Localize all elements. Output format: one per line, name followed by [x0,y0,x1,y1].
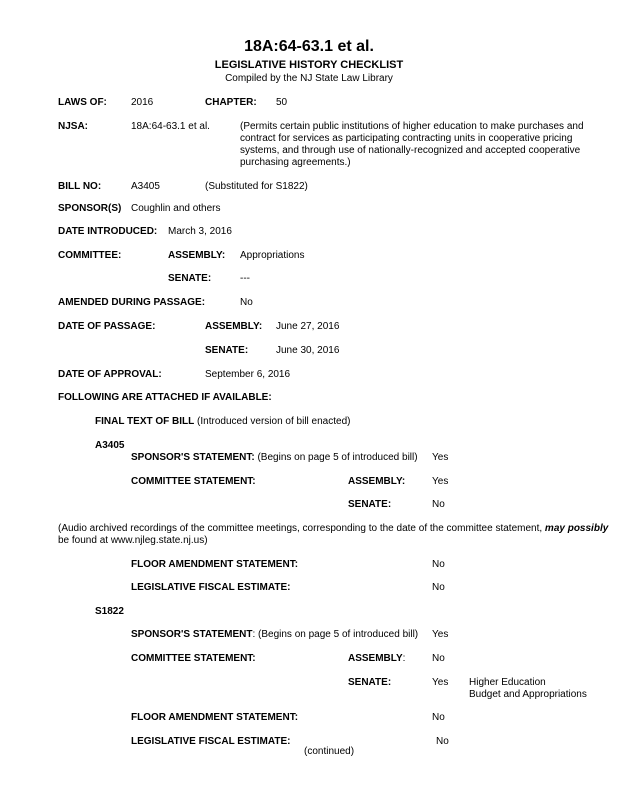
chapter-label: CHAPTER: [205,97,257,108]
page-subtitle: LEGISLATIVE HISTORY CHECKLIST [214,59,404,71]
a3405-fiscal-estimate-value: No [432,582,445,593]
passage-assembly-label: ASSEMBLY: [205,321,263,332]
passage-senate-value: June 30, 2016 [276,345,340,356]
audio-note-emphasis: may possibly [544,523,609,534]
njsa-label: NJSA: [58,121,89,132]
s1822-senate-committee-2: Budget and Appropriations [469,689,587,700]
a3405-sponsor-statement-row [131,452,418,464]
committee-senate-value: --- [240,273,250,284]
date-of-approval-label: DATE OF APPROVAL: [58,369,162,380]
a3405-assembly-label: ASSEMBLY: [348,476,406,487]
committee-assembly-label: ASSEMBLY: [168,250,226,261]
a3405-fiscal-estimate-label: LEGISLATIVE FISCAL ESTIMATE: [131,582,291,593]
s1822-sponsor-statement-label: SPONSOR'S STATEMENT [131,629,253,640]
s1822-sponsor-statement-row [131,629,418,641]
s1822-assembly-colon: : [402,653,406,664]
s1822-floor-amendment-value: No [432,712,445,723]
committee-senate-label: SENATE: [168,273,212,284]
attached-heading: FOLLOWING ARE ATTACHED IF AVAILABLE: [58,392,272,403]
njsa-description-line-2: contract for services as participating contracting units in cooperative pricing [240,133,573,144]
a3405-assembly-value: Yes [432,476,449,487]
s1822-assembly-value: No [432,653,445,664]
a3405-senate-value: No [432,499,445,510]
a3405-floor-amendment-label: FLOOR AMENDMENT STATEMENT: [131,559,299,570]
bill-no-label: BILL NO: [58,181,102,192]
bill-substituted-note: (Substituted for S1822) [205,181,308,192]
committee-label: COMMITTEE: [58,250,122,261]
njsa-description-line-3: systems, and through use of nationally-recognized and accepted cooperative [240,145,581,156]
date-of-approval-value: September 6, 2016 [205,369,291,380]
sponsor-label: SPONSOR(S) [58,203,122,214]
a3405-heading: A3405 [95,440,125,451]
compiled-by: Compiled by the NJ State Law Library [225,73,393,84]
s1822-senate-label: SENATE: [348,677,392,688]
date-introduced-label: DATE INTRODUCED: [58,226,158,237]
continued-note: (continued) [304,746,355,757]
audio-note-text: (Audio archived recordings of the committee meetings, corresponding to the date of the committee statement, [58,523,545,534]
a3405-committee-statement-label: COMMITTEE STATEMENT: [131,476,256,487]
njsa-description-line-4: purchasing agreements.) [240,157,351,168]
passage-assembly-value: June 27, 2016 [276,321,340,332]
sponsor-value: Coughlin and others [131,203,221,214]
chapter-value: 50 [276,97,288,108]
date-of-passage-label: DATE OF PASSAGE: [58,321,156,332]
njsa-value: 18A:64-63.1 et al. [131,121,210,132]
amended-label: AMENDED DURING PASSAGE: [58,297,206,308]
audio-note-line-2: be found at www.njleg.state.nj.us) [58,535,208,546]
passage-senate-label: SENATE: [205,345,249,356]
s1822-fiscal-estimate-value: No [436,736,449,747]
s1822-sponsor-statement-note: : (Begins on page 5 of introduced bill) [252,629,419,640]
committee-assembly-value: Appropriations [240,250,305,261]
laws-of-label: LAWS OF: [58,97,107,108]
amended-value: No [240,297,253,308]
s1822-senate-committee-1: Higher Education [469,677,546,688]
a3405-sponsor-statement-note: (Begins on page 5 of introduced bill) [257,452,418,463]
date-introduced-value: March 3, 2016 [168,226,232,237]
final-text-note: (Introduced version of bill enacted) [197,416,351,427]
s1822-fiscal-estimate-label: LEGISLATIVE FISCAL ESTIMATE: [131,736,291,747]
audio-note-line-1 [58,523,608,535]
page-title: 18A:64-63.1 et al. [244,38,374,55]
s1822-assembly-row [348,653,405,665]
a3405-floor-amendment-value: No [432,559,445,570]
a3405-senate-label: SENATE: [348,499,392,510]
a3405-sponsor-statement-value: Yes [432,452,449,463]
laws-of-value: 2016 [131,97,154,108]
s1822-senate-value: Yes [432,677,449,688]
s1822-floor-amendment-label: FLOOR AMENDMENT STATEMENT: [131,712,299,723]
s1822-assembly-label: ASSEMBLY [348,653,403,664]
s1822-committee-statement-label: COMMITTEE STATEMENT: [131,653,256,664]
s1822-heading: S1822 [95,606,124,617]
a3405-sponsor-statement-label: SPONSOR'S STATEMENT: [131,452,255,463]
njsa-description-line-1: (Permits certain public institutions of higher education to make purchases and [240,121,584,132]
s1822-sponsor-statement-value: Yes [432,629,449,640]
bill-no-value: A3405 [131,181,160,192]
final-text-row [95,416,350,428]
final-text-label: FINAL TEXT OF BILL [95,416,195,427]
